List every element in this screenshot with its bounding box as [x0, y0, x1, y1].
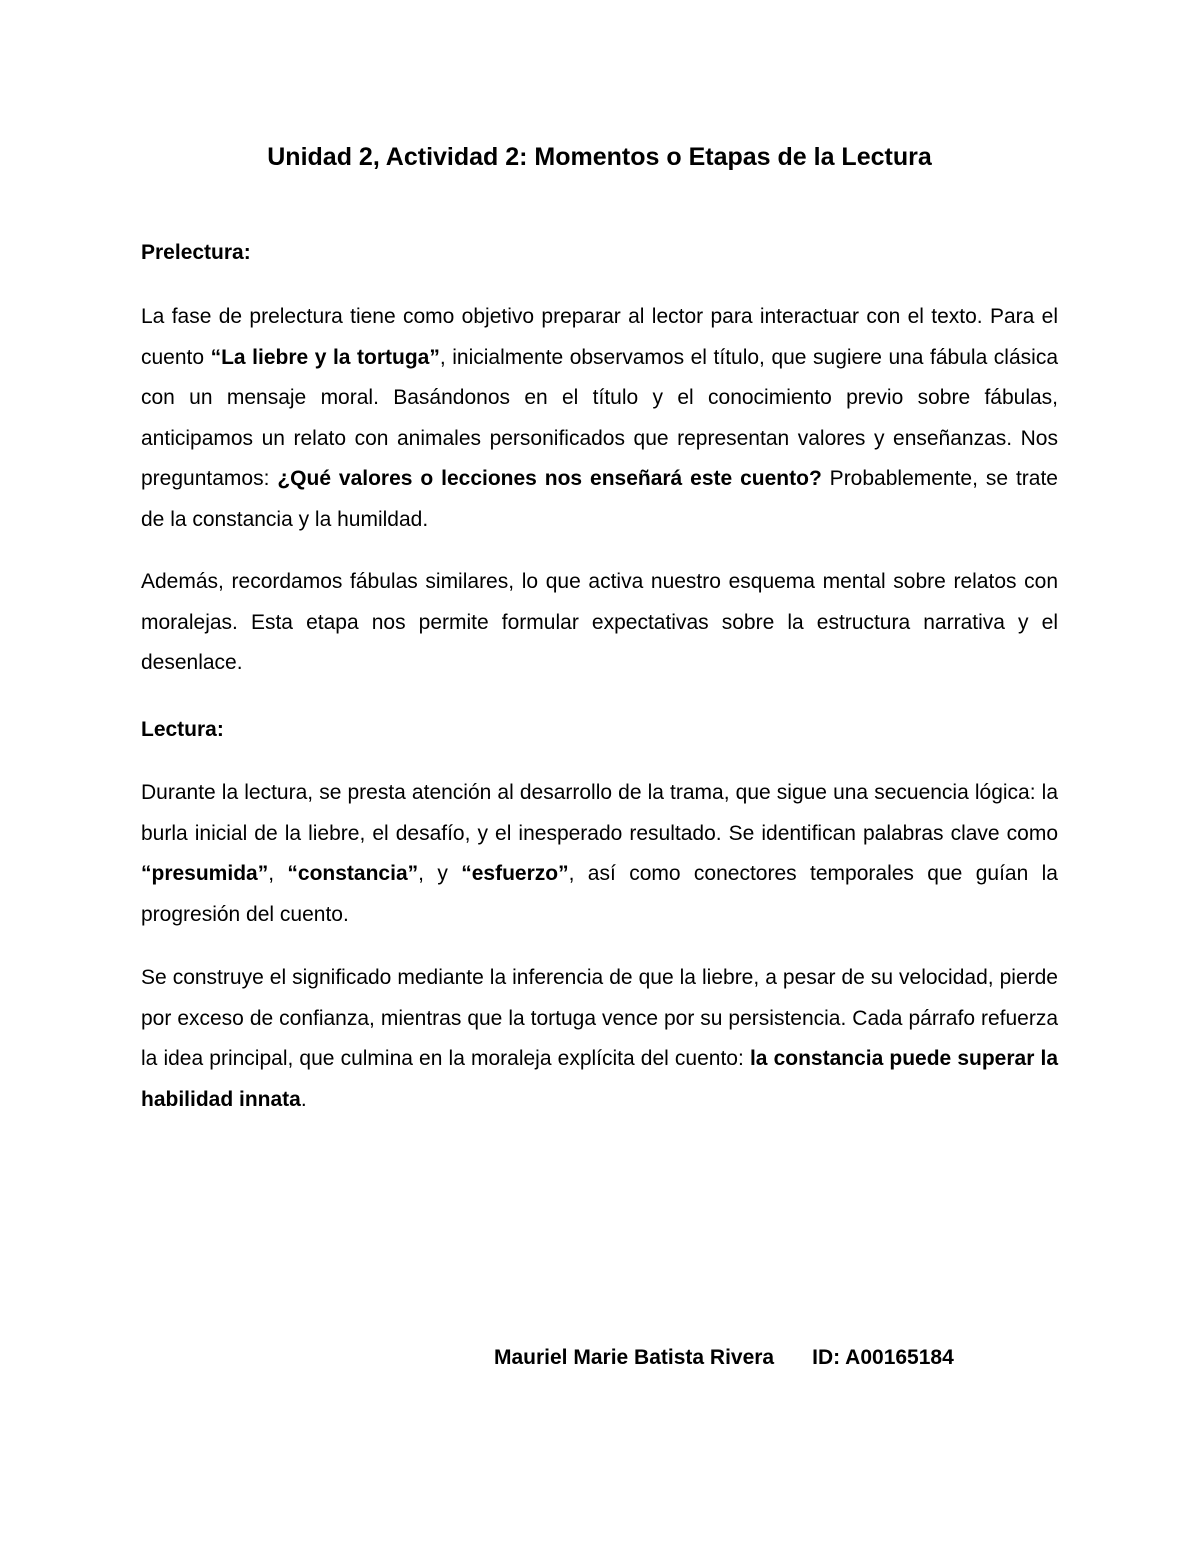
paragraph-prelectura-1 [141, 297, 1058, 541]
paragraph-text: , inicialmente observamos el título, que sugiere una fábula clásica con un mensaje moral. Basándonos en el título y el conocimiento previo sobre fábulas, anticipamos un relato con animales personificados que representan valores y enseñanzas. Nos preguntamos: [141, 345, 1058, 491]
section-heading-lectura: Lectura: [141, 718, 224, 741]
paragraph-text: , y [418, 862, 462, 886]
document-title: Unidad 2, Actividad 2: Momentos o Etapas de la Lectura [267, 143, 932, 171]
paragraph-text: , [268, 862, 288, 886]
story-title-emphasis: “La liebre y la tortuga” [210, 345, 440, 369]
student-id: ID: A00165184 [812, 1346, 954, 1369]
paragraph-prelectura-2: Además, recordamos fábulas similares, lo que activa nuestro esquema mental sobre relatos con moralejas. Esta etapa nos permite formular expectativas sobre la estructura narrativa y el desenlace. [141, 570, 1058, 675]
paragraph-text: Se construye el significado mediante la inferencia de que la liebre, a pesar de su velocidad, pierde por exceso de confianza, mientras que la tortuga vence por su persistencia. Cada párrafo refuerza la idea principal, que culmina en la moraleja explícita del cuento: [141, 966, 1058, 1071]
section-heading-prelectura: Prelectura: [141, 241, 251, 264]
paragraph-text: Durante la lectura, se presta atención al desarrollo de la trama, que sigue una secuencia lógica: la burla inicial de la liebre, el desafío, y el inesperado resultado. Se identifican palabras clave como [141, 781, 1058, 845]
keyword-emphasis: “presumida” [141, 862, 269, 886]
author-name: Mauriel Marie Batista Rivera [494, 1346, 775, 1369]
paragraph-lectura-1 [141, 773, 1058, 935]
paragraph-lectura-2 [141, 958, 1058, 1120]
keyword-emphasis: “constancia” [287, 862, 419, 886]
moral-emphasis: la constancia puede superar la habilidad innata [141, 1047, 1059, 1111]
paragraph-text: , así como conectores temporales que guían la progresión del cuento. [141, 862, 1058, 926]
paragraph-text: . [300, 1087, 307, 1111]
paragraph-text: Probablemente, se trate de la constancia y la humildad. [141, 467, 1058, 531]
paragraph-text: La fase de prelectura tiene como objetivo preparar al lector para interactuar con el texto. Para el cuento [141, 305, 1058, 369]
question-emphasis: ¿Qué valores o lecciones nos enseñará este cuento? [277, 467, 822, 491]
keyword-emphasis: “esfuerzo” [461, 862, 569, 886]
author-signature [494, 1343, 954, 1373]
